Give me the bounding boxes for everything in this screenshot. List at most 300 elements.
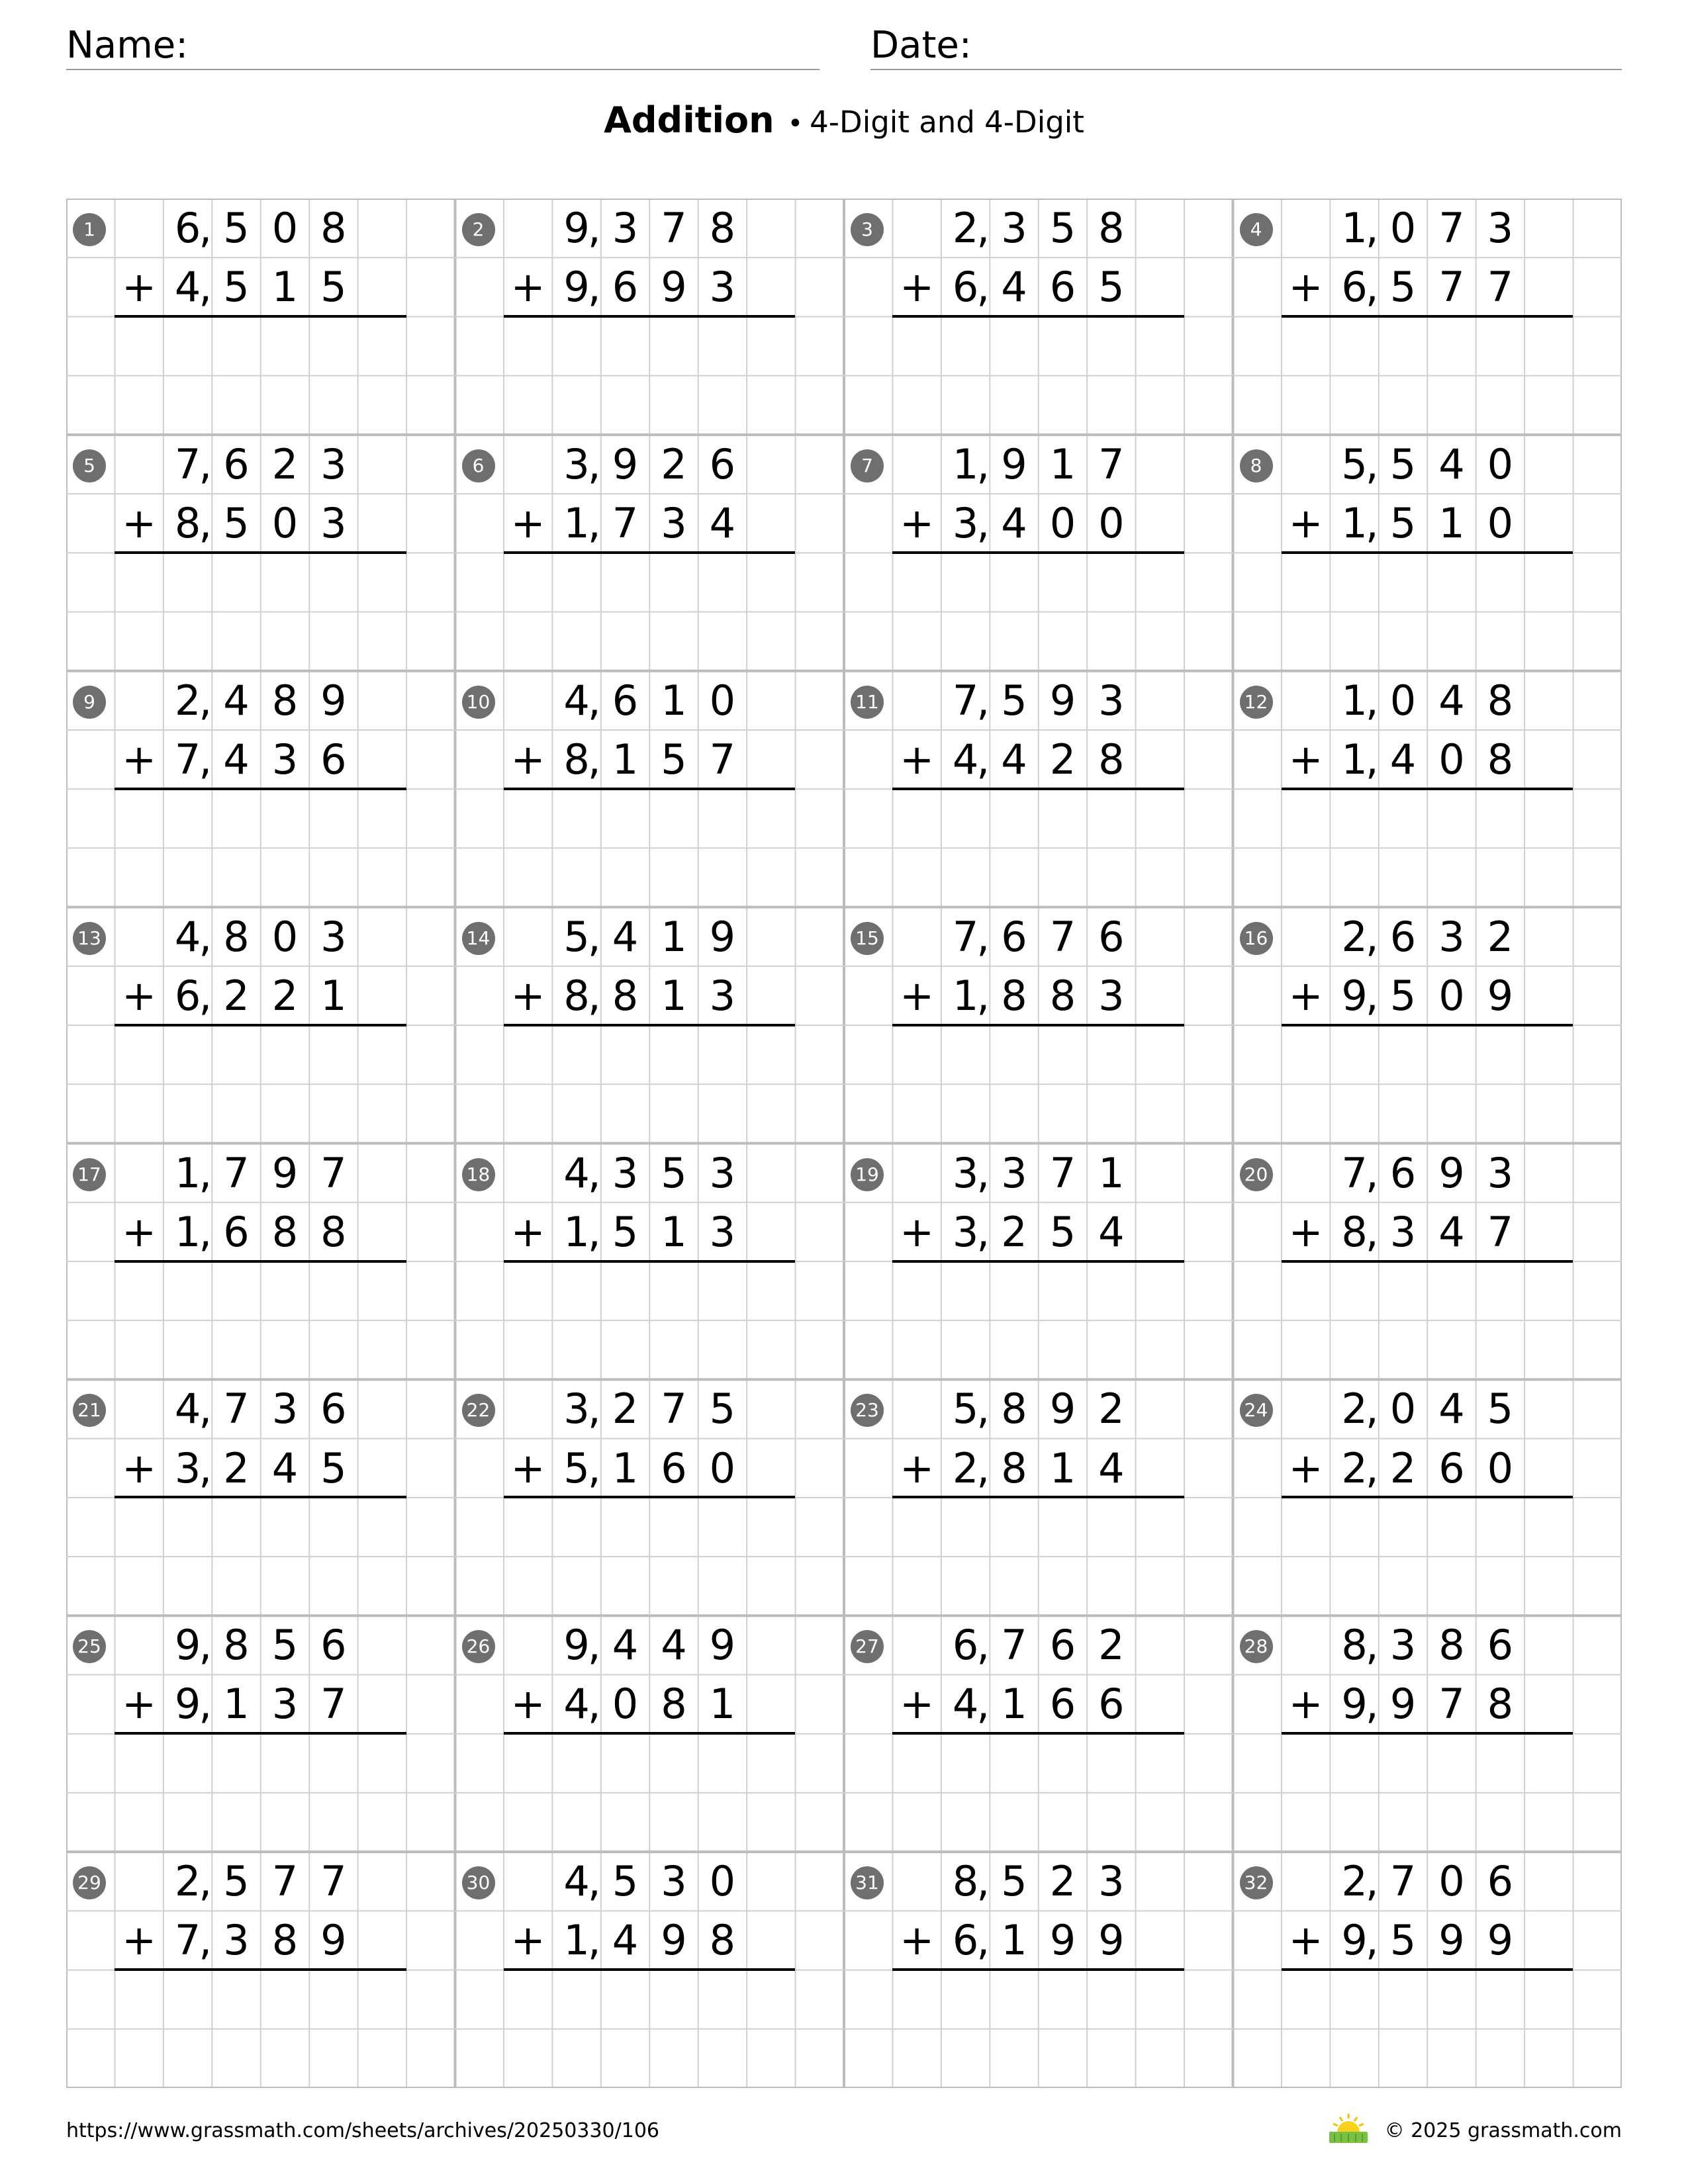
addend-top-digit: 3: [661, 1857, 687, 1906]
addend-top-digit: 9: [612, 439, 639, 488]
addend-bottom-digit: 7: [174, 735, 201, 784]
addend-top-digit: 1: [661, 912, 687, 961]
addend-bottom-digit: 6: [952, 1916, 979, 1965]
addend-bottom-digit: 7: [1438, 1680, 1465, 1729]
addend-bottom-digit: 9: [320, 1916, 347, 1965]
addend-top-digit: 0: [1389, 676, 1417, 725]
thousands-comma: ,: [1365, 1443, 1379, 1492]
sum-rule-line: [1282, 1968, 1573, 1971]
addend-top-digit: 9: [1001, 439, 1027, 488]
addend-bottom-digit: 9: [174, 1680, 201, 1729]
thousands-comma: ,: [976, 204, 990, 252]
addend-top-digit: 2: [1098, 1621, 1125, 1670]
thousands-comma: ,: [199, 1916, 212, 1965]
plus-sign: +: [1288, 263, 1323, 312]
plus-sign: +: [510, 1916, 545, 1965]
problem-13: [66, 907, 455, 1144]
addend-bottom-digit: 3: [1098, 971, 1125, 1020]
addend-top-digit: 2: [1341, 1385, 1368, 1433]
problem-15: [844, 907, 1233, 1144]
thousands-comma: ,: [976, 1621, 990, 1670]
addend-bottom-digit: 4: [1438, 1207, 1465, 1256]
addend-top-digit: 8: [1438, 1621, 1465, 1670]
addend-top-digit: 3: [709, 1148, 736, 1197]
plus-sign: +: [1288, 499, 1323, 548]
problem-number-badge: 11: [851, 686, 884, 719]
addend-top-digit: 6: [1487, 1621, 1514, 1670]
addend-bottom-digit: 5: [1389, 263, 1417, 312]
addend-bottom-digit: 4: [1001, 499, 1027, 548]
addend-top-digit: 3: [1001, 204, 1027, 252]
thousands-comma: ,: [976, 263, 990, 312]
thousands-comma: ,: [199, 1857, 212, 1906]
addend-bottom-digit: 9: [1389, 1680, 1417, 1729]
addend-bottom-digit: 4: [174, 263, 201, 312]
addend-top-digit: 5: [271, 1621, 299, 1670]
addend-top-digit: 5: [612, 1857, 639, 1906]
addend-bottom-digit: 1: [1341, 735, 1368, 784]
addend-bottom-digit: 6: [320, 735, 347, 784]
problem-25: [66, 1615, 455, 1852]
addend-top-digit: 8: [223, 1621, 250, 1670]
addend-top-digit: 3: [952, 1148, 979, 1197]
thousands-comma: ,: [587, 439, 601, 488]
addend-top-digit: 8: [709, 204, 736, 252]
addend-bottom-digit: 0: [271, 499, 299, 548]
problem-18: [455, 1144, 845, 1380]
addend-top-digit: 0: [709, 1857, 736, 1906]
plus-sign: +: [1288, 735, 1323, 784]
plus-sign: +: [510, 1443, 545, 1492]
problem-number-badge: 21: [73, 1394, 106, 1427]
addend-top-digit: 0: [1487, 439, 1514, 488]
thousands-comma: ,: [199, 1443, 212, 1492]
thousands-comma: ,: [1365, 1857, 1379, 1906]
addend-bottom-digit: 8: [1487, 1680, 1514, 1729]
addend-top-digit: 4: [563, 676, 590, 725]
plus-sign: +: [510, 971, 545, 1020]
plus-sign: +: [1288, 971, 1323, 1020]
date-field[interactable]: [870, 20, 1622, 70]
thousands-comma: ,: [1365, 735, 1379, 784]
addend-top-digit: 1: [952, 439, 979, 488]
problem-1: [66, 199, 455, 435]
addend-bottom-digit: 8: [271, 1916, 299, 1965]
addend-bottom-digit: 3: [271, 735, 299, 784]
problem-number-badge: 27: [851, 1630, 884, 1663]
problem-24: [1233, 1379, 1622, 1615]
thousands-comma: ,: [1365, 499, 1379, 548]
addend-top-digit: 6: [1487, 1857, 1514, 1906]
addend-bottom-digit: 3: [223, 1916, 250, 1965]
thousands-comma: ,: [199, 1680, 212, 1729]
addend-bottom-digit: 6: [223, 1207, 250, 1256]
problem-number-badge: 14: [462, 922, 495, 955]
problem-14: [455, 907, 845, 1144]
addend-bottom-digit: 6: [612, 263, 639, 312]
addend-top-digit: 2: [661, 439, 687, 488]
sum-rule-line: [115, 1024, 406, 1026]
sum-rule-line: [1282, 1496, 1573, 1498]
addend-top-digit: 3: [1487, 204, 1514, 252]
addend-bottom-digit: 2: [1001, 1207, 1027, 1256]
addend-top-digit: 5: [223, 1857, 250, 1906]
addend-top-digit: 7: [1049, 1148, 1076, 1197]
sum-rule-line: [504, 1732, 796, 1735]
plus-sign: +: [1288, 1443, 1323, 1492]
addend-top-digit: 5: [563, 912, 590, 961]
addend-bottom-digit: 1: [1049, 1443, 1076, 1492]
thousands-comma: ,: [199, 1385, 212, 1433]
addend-top-digit: 5: [223, 204, 250, 252]
addend-top-digit: 3: [612, 204, 639, 252]
plus-sign: +: [510, 499, 545, 548]
footer-copyright: © 2025 grassmath.com: [1384, 2119, 1622, 2142]
addend-bottom-digit: 6: [1098, 1680, 1125, 1729]
addend-top-digit: 9: [271, 1148, 299, 1197]
plus-sign: +: [900, 1680, 935, 1729]
sum-rule-line: [504, 1024, 796, 1026]
addend-top-digit: 4: [1438, 439, 1465, 488]
addend-bottom-digit: 5: [612, 1207, 639, 1256]
problem-29: [66, 1852, 455, 2088]
addend-top-digit: 7: [1098, 439, 1125, 488]
thousands-comma: ,: [587, 1857, 601, 1906]
addend-top-digit: 7: [271, 1857, 299, 1906]
thousands-comma: ,: [199, 912, 212, 961]
addend-bottom-digit: 3: [709, 1207, 736, 1256]
plus-sign: +: [1288, 1916, 1323, 1965]
problem-17: [66, 1144, 455, 1380]
thousands-comma: ,: [199, 439, 212, 488]
addend-bottom-digit: 9: [1487, 971, 1514, 1020]
addend-top-digit: 3: [1098, 1857, 1125, 1906]
sum-rule-line: [115, 1260, 406, 1263]
title-subtitle: 4-Digit and 4-Digit: [810, 105, 1084, 140]
sum-rule-line: [504, 1968, 796, 1971]
addend-top-digit: 1: [1341, 204, 1368, 252]
addend-bottom-digit: 4: [952, 735, 979, 784]
addend-top-digit: 3: [1438, 912, 1465, 961]
addend-bottom-digit: 9: [661, 263, 687, 312]
addend-top-digit: 2: [1341, 912, 1368, 961]
thousands-comma: ,: [1365, 1148, 1379, 1197]
plus-sign: +: [510, 1207, 545, 1256]
title-main: Addition: [604, 99, 774, 141]
addend-bottom-digit: 6: [1049, 263, 1076, 312]
thousands-comma: ,: [976, 1385, 990, 1433]
sum-rule-line: [115, 551, 406, 554]
problem-32: [1233, 1852, 1622, 2088]
addend-bottom-digit: 2: [1389, 1443, 1417, 1492]
addend-top-digit: 7: [1341, 1148, 1368, 1197]
addend-bottom-digit: 2: [1049, 735, 1076, 784]
addend-top-digit: 7: [320, 1857, 347, 1906]
addend-top-digit: 7: [223, 1385, 250, 1433]
sum-rule-line: [115, 1968, 406, 1971]
problem-number-badge: 9: [73, 686, 106, 719]
addend-top-digit: 4: [563, 1857, 590, 1906]
addend-top-digit: 6: [320, 1621, 347, 1670]
addend-bottom-digit: 1: [223, 1680, 250, 1729]
addend-bottom-digit: 7: [709, 735, 736, 784]
thousands-comma: ,: [1365, 676, 1379, 725]
name-field[interactable]: [66, 20, 820, 70]
addend-top-digit: 2: [1098, 1385, 1125, 1433]
problem-number-badge: 5: [73, 449, 106, 482]
problem-10: [455, 671, 845, 907]
thousands-comma: ,: [587, 971, 601, 1020]
addend-bottom-digit: 4: [709, 499, 736, 548]
problem-8: [1233, 435, 1622, 671]
addend-top-digit: 2: [1341, 1857, 1368, 1906]
title-bullet: •: [787, 109, 804, 139]
addend-top-digit: 4: [174, 912, 201, 961]
addend-bottom-digit: 1: [1438, 499, 1465, 548]
addend-bottom-digit: 3: [661, 499, 687, 548]
problem-number-badge: 22: [462, 1394, 495, 1427]
plus-sign: +: [510, 735, 545, 784]
addend-bottom-digit: 2: [223, 971, 250, 1020]
plus-sign: +: [900, 499, 935, 548]
thousands-comma: ,: [976, 1680, 990, 1729]
addend-top-digit: 5: [1049, 204, 1076, 252]
addend-bottom-digit: 5: [223, 499, 250, 548]
date-label: Date:: [870, 24, 972, 67]
sum-rule-line: [892, 1732, 1184, 1735]
thousands-comma: ,: [976, 1148, 990, 1197]
addend-top-digit: 6: [612, 676, 639, 725]
addend-bottom-digit: 9: [1487, 1916, 1514, 1965]
addend-bottom-digit: 8: [1487, 735, 1514, 784]
sum-rule-line: [504, 551, 796, 554]
addend-top-digit: 3: [563, 439, 590, 488]
addend-bottom-digit: 3: [709, 263, 736, 312]
addend-top-digit: 8: [1098, 204, 1125, 252]
sum-rule-line: [115, 788, 406, 790]
problem-number-badge: 29: [73, 1866, 106, 1899]
problem-26: [455, 1615, 845, 1852]
addend-bottom-digit: 1: [709, 1680, 736, 1729]
thousands-comma: ,: [976, 912, 990, 961]
addend-top-digit: 0: [1438, 1857, 1465, 1906]
addend-top-digit: 4: [1438, 676, 1465, 725]
addend-bottom-digit: 9: [1341, 1680, 1368, 1729]
addend-bottom-digit: 4: [612, 1916, 639, 1965]
addend-bottom-digit: 2: [271, 971, 299, 1020]
addend-bottom-digit: 7: [174, 1916, 201, 1965]
addend-bottom-digit: 4: [1389, 735, 1417, 784]
addend-top-digit: 1: [174, 1148, 201, 1197]
thousands-comma: ,: [587, 1385, 601, 1433]
thousands-comma: ,: [976, 735, 990, 784]
addend-top-digit: 6: [1049, 1621, 1076, 1670]
addend-bottom-digit: 3: [271, 1680, 299, 1729]
addend-top-digit: 2: [271, 439, 299, 488]
addend-top-digit: 3: [320, 439, 347, 488]
addend-top-digit: 1: [1341, 676, 1368, 725]
addend-top-digit: 7: [223, 1148, 250, 1197]
addend-top-digit: 6: [174, 204, 201, 252]
addend-bottom-digit: 6: [1049, 1680, 1076, 1729]
addend-bottom-digit: 1: [612, 735, 639, 784]
addend-top-digit: 7: [1001, 1621, 1027, 1670]
addend-top-digit: 2: [612, 1385, 639, 1433]
addend-bottom-digit: 0: [1438, 735, 1465, 784]
addend-bottom-digit: 8: [709, 1916, 736, 1965]
thousands-comma: ,: [976, 1443, 990, 1492]
addend-bottom-digit: 7: [1487, 263, 1514, 312]
addend-bottom-digit: 8: [563, 735, 590, 784]
addend-top-digit: 9: [174, 1621, 201, 1670]
addend-top-digit: 4: [563, 1148, 590, 1197]
addend-top-digit: 4: [661, 1621, 687, 1670]
thousands-comma: ,: [587, 204, 601, 252]
addend-bottom-digit: 8: [612, 971, 639, 1020]
problem-16: [1233, 907, 1622, 1144]
addend-bottom-digit: 3: [709, 971, 736, 1020]
addend-top-digit: 8: [1001, 1385, 1027, 1433]
problem-7: [844, 435, 1233, 671]
addend-top-digit: 5: [1001, 676, 1027, 725]
sum-rule-line: [892, 788, 1184, 790]
addend-top-digit: 6: [1001, 912, 1027, 961]
addend-top-digit: 2: [174, 1857, 201, 1906]
addend-bottom-digit: 3: [952, 1207, 979, 1256]
problem-number-badge: 30: [462, 1866, 495, 1899]
addend-top-digit: 8: [952, 1857, 979, 1906]
plus-sign: +: [122, 1443, 157, 1492]
addend-bottom-digit: 8: [271, 1207, 299, 1256]
addend-top-digit: 0: [709, 676, 736, 725]
addend-top-digit: 9: [563, 204, 590, 252]
problem-number-badge: 7: [851, 449, 884, 482]
problem-number-badge: 1: [73, 213, 106, 246]
addend-bottom-digit: 0: [1098, 499, 1125, 548]
addend-top-digit: 2: [1487, 912, 1514, 961]
addend-bottom-digit: 9: [1341, 971, 1368, 1020]
sun-over-grass-logo-icon: [1325, 2113, 1372, 2144]
sum-rule-line: [504, 1496, 796, 1498]
problem-number-badge: 25: [73, 1630, 106, 1663]
thousands-comma: ,: [1365, 1385, 1379, 1433]
problem-number-badge: 24: [1240, 1394, 1273, 1427]
sum-rule-line: [504, 315, 796, 318]
addend-top-digit: 6: [320, 1385, 347, 1433]
problem-11: [844, 671, 1233, 907]
thousands-comma: ,: [199, 1207, 212, 1256]
sum-rule-line: [1282, 1732, 1573, 1735]
problem-number-badge: 19: [851, 1158, 884, 1191]
addend-top-digit: 2: [174, 676, 201, 725]
addend-bottom-digit: 9: [563, 263, 590, 312]
problem-number-badge: 4: [1240, 213, 1273, 246]
addend-top-digit: 6: [1098, 912, 1125, 961]
addend-bottom-digit: 4: [1001, 735, 1027, 784]
addend-bottom-digit: 2: [1341, 1443, 1368, 1492]
addend-bottom-digit: 5: [661, 735, 687, 784]
problem-number-badge: 28: [1240, 1630, 1273, 1663]
addend-top-digit: 5: [952, 1385, 979, 1433]
addend-bottom-digit: 1: [661, 971, 687, 1020]
problem-number-badge: 18: [462, 1158, 495, 1191]
addend-top-digit: 3: [320, 912, 347, 961]
addend-bottom-digit: 5: [1389, 499, 1417, 548]
problem-27: [844, 1615, 1233, 1852]
addend-top-digit: 8: [320, 204, 347, 252]
problem-number-badge: 20: [1240, 1158, 1273, 1191]
plus-sign: +: [122, 1207, 157, 1256]
thousands-comma: ,: [1365, 1621, 1379, 1670]
sum-rule-line: [115, 1496, 406, 1498]
plus-sign: +: [122, 971, 157, 1020]
footer-url: https://www.grassmath.com/sheets/archives/20250330/106: [66, 2119, 660, 2142]
thousands-comma: ,: [587, 1680, 601, 1729]
plus-sign: +: [900, 735, 935, 784]
addend-bottom-digit: 6: [174, 971, 201, 1020]
problem-number-badge: 31: [851, 1866, 884, 1899]
addend-bottom-digit: 8: [1001, 971, 1027, 1020]
thousands-comma: ,: [976, 1207, 990, 1256]
addend-bottom-digit: 5: [320, 1443, 347, 1492]
plus-sign: +: [900, 1916, 935, 1965]
addend-bottom-digit: 8: [1098, 735, 1125, 784]
problem-number-badge: 15: [851, 922, 884, 955]
addend-bottom-digit: 3: [1389, 1207, 1417, 1256]
addend-bottom-digit: 1: [1001, 1680, 1027, 1729]
addend-bottom-digit: 8: [1341, 1207, 1368, 1256]
addend-bottom-digit: 5: [1098, 263, 1125, 312]
plus-sign: +: [900, 1207, 935, 1256]
addend-bottom-digit: 4: [1098, 1443, 1125, 1492]
problem-number-badge: 10: [462, 686, 495, 719]
addend-top-digit: 7: [952, 676, 979, 725]
addend-top-digit: 1: [1049, 439, 1076, 488]
thousands-comma: ,: [199, 204, 212, 252]
problem-23: [844, 1379, 1233, 1615]
thousands-comma: ,: [587, 1443, 601, 1492]
addend-bottom-digit: 6: [1438, 1443, 1465, 1492]
problem-number-badge: 6: [462, 449, 495, 482]
thousands-comma: ,: [587, 912, 601, 961]
problem-number-badge: 3: [851, 213, 884, 246]
addend-top-digit: 4: [1438, 1385, 1465, 1433]
thousands-comma: ,: [976, 1916, 990, 1965]
addend-bottom-digit: 7: [1438, 263, 1465, 312]
sum-rule-line: [892, 315, 1184, 318]
addend-bottom-digit: 1: [661, 1207, 687, 1256]
plus-sign: +: [900, 971, 935, 1020]
sum-rule-line: [115, 315, 406, 318]
addend-top-digit: 7: [1049, 912, 1076, 961]
addend-top-digit: 2: [952, 204, 979, 252]
addend-top-digit: 4: [612, 1621, 639, 1670]
problem-number-badge: 2: [462, 213, 495, 246]
problem-number-badge: 32: [1240, 1866, 1273, 1899]
thousands-comma: ,: [976, 1857, 990, 1906]
thousands-comma: ,: [1365, 971, 1379, 1020]
problem-number-badge: 12: [1240, 686, 1273, 719]
thousands-comma: ,: [1365, 263, 1379, 312]
plus-sign: +: [122, 499, 157, 548]
addend-top-digit: 3: [271, 1385, 299, 1433]
addend-top-digit: 5: [1487, 1385, 1514, 1433]
problem-19: [844, 1144, 1233, 1380]
addend-bottom-digit: 8: [1001, 1443, 1027, 1492]
problem-number-badge: 8: [1240, 449, 1273, 482]
thousands-comma: ,: [587, 263, 601, 312]
addend-top-digit: 5: [1001, 1857, 1027, 1906]
